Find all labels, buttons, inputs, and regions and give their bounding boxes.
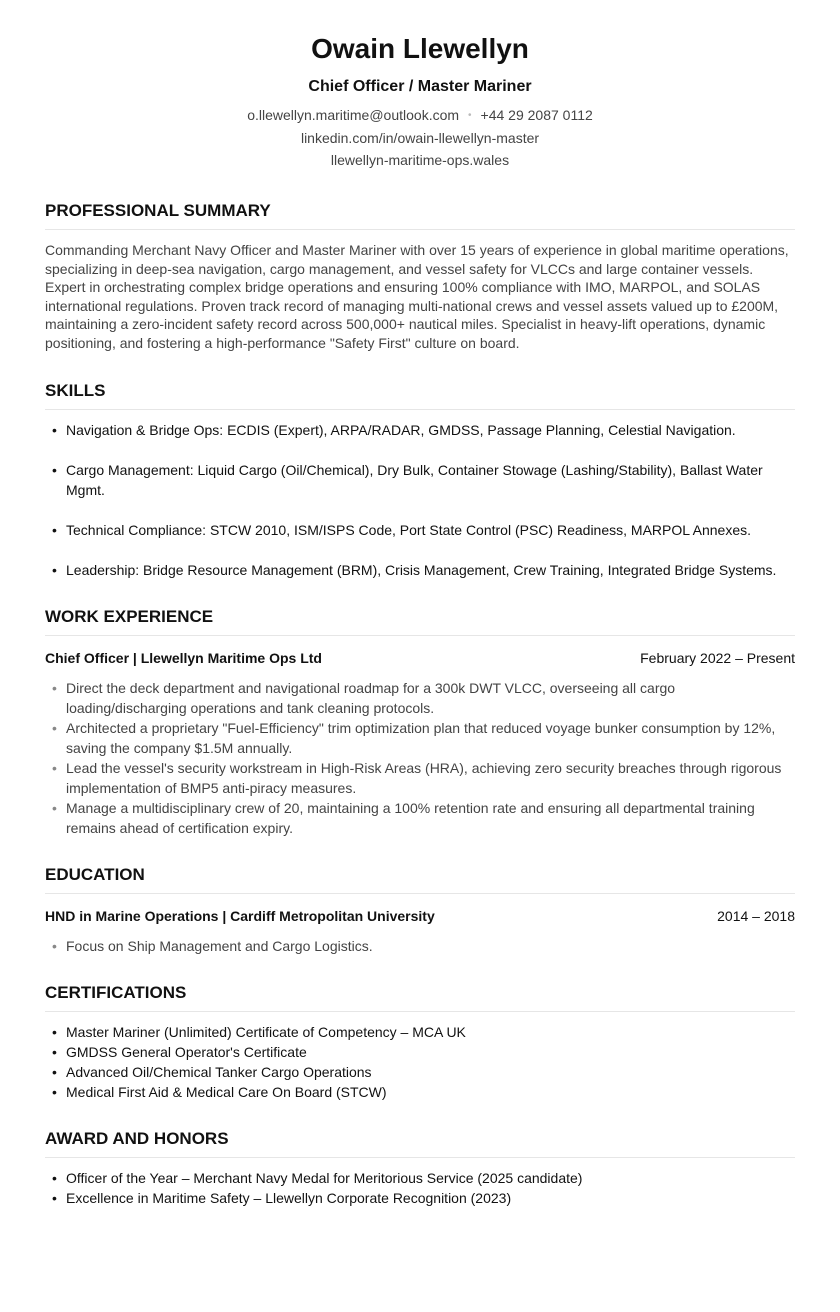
job-title: Chief Officer / Master Mariner — [308, 78, 532, 95]
section-heading: CERTIFICATIONS — [45, 982, 795, 1012]
experience-bullet: • Lead the vessel's security workstream in High-Risk Areas (HRA), achieving zero security breaches through rigorous implementation of BMP5 anti-piracy measures. — [45, 758, 795, 798]
skill-item: • Leadership: Bridge Resource Management (BRM), Crisis Management, Crew Training, Integrated Bridge Systems. — [45, 560, 795, 580]
role-header — [45, 648, 795, 668]
skill-item: • Cargo Management: Liquid Cargo (Oil/Chemical), Dry Bulk, Container Stowage (Lashing/Stability), Ballast Water Mgmt. — [45, 460, 795, 500]
certifications-list — [45, 1022, 795, 1102]
experience-section — [45, 606, 795, 838]
education-header — [45, 906, 795, 926]
education-dates: 2014 – 2018 — [717, 908, 795, 924]
experience-bullet: • Direct the deck department and navigational roadmap for a 300k DWT VLCC, overseeing all cargo loading/discharging operations and tank cleaning protocols. — [45, 678, 795, 718]
awards-list — [45, 1168, 795, 1208]
education-section — [45, 864, 795, 956]
experience-bullets — [45, 678, 795, 838]
summary-text: Commanding Merchant Navy Officer and Master Mariner with over 15 years of experience in global maritime operations, specializing in deep-sea navigation, cargo management, and vessel safety for VLCCs and large container vessels. Expert in orchestrating complex bridge operations and ensuring 100% compliance with IMO, MARPOL, and SOLAS international regulations. Proven track record of managing multi-national crews and vessel assets valued up to £200M, maintaining a zero-incident safety record across 500,000+ nautical miles. Specialist in heavy-lift operations, dynamic positioning, and fostering a high-performance "Safety First" culture on board. — [45, 242, 789, 351]
skills-section — [45, 380, 795, 580]
contact-row — [45, 104, 795, 127]
website-link[interactable]: llewellyn-maritime-ops.wales — [330, 152, 510, 168]
certification-item: • GMDSS General Operator's Certificate — [45, 1042, 795, 1062]
certification-item: • Medical First Aid & Medical Care On Board (STCW) — [45, 1082, 795, 1102]
summary-section — [45, 200, 795, 352]
resume-header — [45, 30, 795, 171]
education-bullets — [45, 936, 795, 956]
candidate-name: Owain Llewellyn — [311, 33, 529, 64]
phone-number[interactable]: +44 29 2087 0112 — [480, 107, 593, 123]
role-dates: February 2022 – Present — [640, 650, 795, 666]
skill-item: • Technical Compliance: STCW 2010, ISM/ISPS Code, Port State Control (PSC) Readiness, MARPOL Annexes. — [45, 520, 795, 540]
section-heading: PROFESSIONAL SUMMARY — [45, 200, 795, 230]
certification-item: • Master Mariner (Unlimited) Certificate of Competency – MCA UK — [45, 1022, 795, 1042]
section-heading: AWARD AND HONORS — [45, 1128, 795, 1158]
award-item: • Officer of the Year – Merchant Navy Medal for Meritorious Service (2025 candidate) — [45, 1168, 795, 1188]
certification-item: • Advanced Oil/Chemical Tanker Cargo Operations — [45, 1062, 795, 1082]
linkedin-link[interactable]: linkedin.com/in/owain-llewellyn-master — [300, 130, 540, 146]
section-heading: WORK EXPERIENCE — [45, 606, 795, 636]
experience-bullet: • Manage a multidisciplinary crew of 20, maintaining a 100% retention rate and ensuring all departmental training remains ahead of certification expiry. — [45, 798, 795, 838]
skills-list — [45, 420, 795, 580]
section-heading: EDUCATION — [45, 864, 795, 894]
education-bullet: • Focus on Ship Management and Cargo Logistics. — [45, 936, 795, 956]
experience-bullet: • Architected a proprietary "Fuel-Efficiency" trim optimization plan that reduced voyage bunker consumption by 12%, saving the company $1.5M annually. — [45, 718, 795, 758]
role-title: Chief Officer | Llewellyn Maritime Ops Ltd — [45, 650, 322, 666]
award-item: • Excellence in Maritime Safety – Llewellyn Corporate Recognition (2023) — [45, 1188, 795, 1208]
email-link[interactable]: o.llewellyn.maritime@outlook.com — [247, 107, 460, 123]
section-heading: SKILLS — [45, 380, 795, 410]
awards-section — [45, 1128, 795, 1208]
contact-separator: • — [468, 110, 472, 121]
certifications-section — [45, 982, 795, 1102]
skill-item: • Navigation & Bridge Ops: ECDIS (Expert), ARPA/RADAR, GMDSS, Passage Planning, Celestial Navigation. — [45, 420, 795, 440]
degree-title: HND in Marine Operations | Cardiff Metropolitan University — [45, 908, 435, 924]
